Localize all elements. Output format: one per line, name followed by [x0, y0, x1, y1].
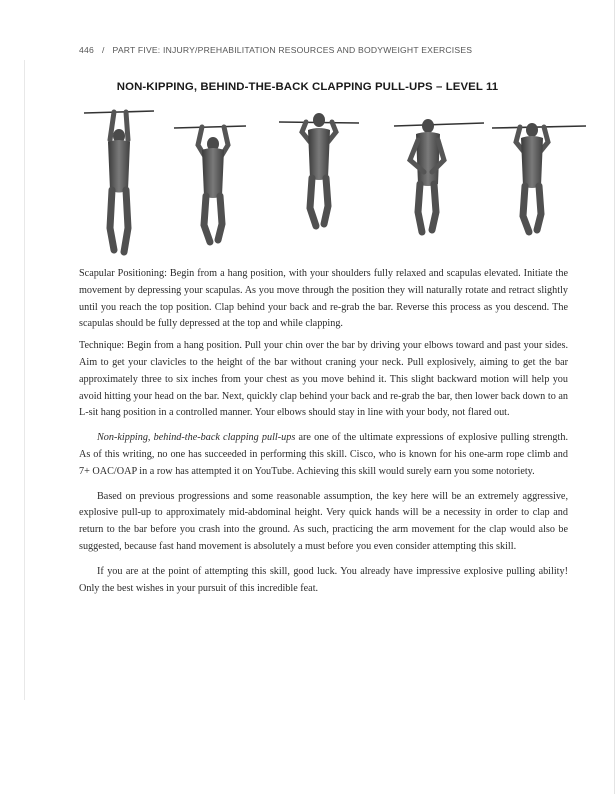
section-title: NON-KIPPING, BEHIND-THE-BACK CLAPPING PULL-UPS – LEVEL 11	[116, 81, 499, 93]
figure-frame-top	[279, 113, 359, 226]
page-number: 446	[79, 45, 94, 55]
scapular-positioning-paragraph: Scapular Positioning: Begin from a hang position, with your shoulders fully relaxed and scapulas elevated. Initiate the movement by depressing your scapulas. As you move through the position they will naturally rotate and retract slightly until you reach the top position. Clap behind your back and re-grab the bar. Reverse this process as you descend. The scapulas should be fully depressed at the top and while clapping.	[79, 268, 568, 330]
body-text	[79, 266, 568, 605]
figure-frame-clap	[394, 119, 484, 232]
progression-paragraph: Based on previous progressions and some reasonable assumption, the key here will be an extremely aggressive, explosive pull-up to approximately mid-abdominal height. Very quick hands will be a necessity in order to clap and return to the bar before you crash into the ground. As such, practicing the arm movement for the clap would also be suggested, because fast hand movement is absolutely a must before you even consider attempting this skill.	[79, 490, 568, 552]
closing-paragraph: If you are at the point of attempting this skill, good luck. You already have impressive explosive pulling ability! Only the best wishes in your pursuit of this incredible feat.	[79, 565, 568, 594]
intro-paragraph	[79, 430, 568, 480]
part-title: PART FIVE: INJURY/PREHABILITATION RESOURCES AND BODYWEIGHT EXERCISES	[112, 45, 473, 55]
exercise-figure	[74, 100, 594, 260]
intro-paragraph-text: are one of the ultimate expressions of explosive pulling strength. As of this writing, no one has succeeded in performing this skill. Cisco, who is known for his one-arm rope climb and 7+ OAC/OAP in a row has attempted it on YouTube. Achieving this skill would surely earn you some notoriety.	[79, 432, 568, 477]
technique-paragraph: Technique: Begin from a hang position. Pull your chin over the bar by driving your elbows toward and past your sides. Aim to get your clavicles to the height of the bar without craning your neck. Pull explosively, aiming to get the bar approximately three to six inches from your chest as you move behind it. This slight backward motion will help you avoid hitting your head on the bar. Next, quickly clap behind your back and re-grab the bar, then lower back down to an L-sit hang position in a controlled manner. Your elbows should stay in line with your body, not flared out.	[79, 340, 568, 419]
skill-name: Non-kipping, behind-the-back clapping pull-ups	[97, 432, 296, 444]
figure-frame-regrab	[492, 123, 586, 232]
figure-frame-hang	[84, 111, 154, 252]
figure-frame-pull	[174, 126, 246, 242]
running-header	[79, 45, 472, 55]
header-separator: /	[101, 45, 105, 55]
page-margin-line	[24, 60, 25, 700]
